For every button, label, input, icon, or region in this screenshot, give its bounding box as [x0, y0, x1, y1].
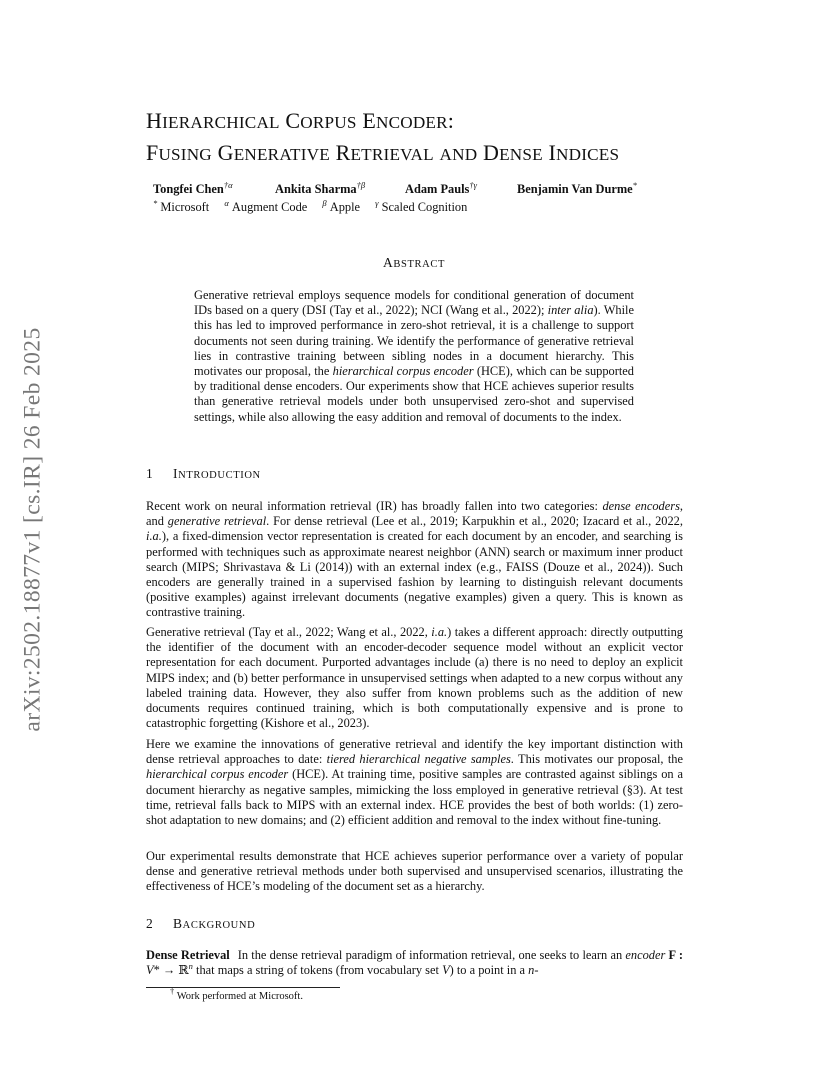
- author: Benjamin Van Durme*: [517, 180, 637, 196]
- footnote: † Work performed at Microsoft.: [170, 986, 303, 1002]
- affiliation: $^\gamma$ Scaled Cognition: [375, 198, 468, 214]
- title-line-2: FUSING GENERATIVE RETRIEVAL AND DENSE INDICES: [146, 140, 620, 165]
- section-heading-introduction: 1 INTRODUCTION: [146, 466, 261, 481]
- affiliation: $^\beta$ Apple: [322, 198, 361, 214]
- abstract-text: Generative retrieval employs sequence models for conditional generation of document IDs based on a query (DSI (Tay et al., 2022); NCI (Wang et al., 2022); inter alia). While this has led to improved performance in zero-shot retrieval, it is a challenge to support documents not seen during training. We identify the performance of generative retrieval lies in contrastive training between sibling nodes in a document hierarchy. This motivates our proposal, the hierarchical corpus encoder (HCE), which can be supported by traditional dense encoders. Our experiments show that HCE achieves superior results than generative retrieval models under both unsupervised zero-shot and supervised settings, while also allowing the easy addition and removal of documents to the index.: [194, 288, 634, 424]
- footnote-divider: [146, 987, 340, 988]
- title-line-1: HIERARCHICAL CORPUS ENCODER:: [146, 108, 455, 133]
- background-paragraph: Dense Retrieval In the dense retrieval paradigm of information retrieval, one seeks to learn an encoder F : V* → ℝ$^n$ that maps a string of tokens (from vocabulary set V) to a point in a n-: [146, 948, 683, 978]
- intro-paragraph-2: Generative retrieval (Tay et al., 2022; Wang et al., 2022, i.a.) takes a different approach: directly outputting the identifier of the document with an encoder-decoder sequence model without an explicit vector representation for each document. Purported advantages include (a) there is no need to deploy an explicit MIPS index; and (b) better performance in unsupervised settings when adapted to a new corpus without any labeled training data. However, they also suffer from known problems such as the addition of new documents requires continued training, which is both computationally expensive and is prone to catastrophic forgetting (Kishore et al., 2023).: [146, 625, 683, 731]
- affiliation: $^\alpha$ Augment Code: [224, 198, 308, 214]
- author: Adam Pauls$^{\dagger\gamma}$: [405, 180, 477, 196]
- affiliation: * Microsoft: [153, 198, 210, 214]
- arxiv-identifier: [4, 298, 62, 760]
- intro-paragraph-1: Recent work on neural information retrieval (IR) has broadly fallen into two categories: dense encoders, and generative retrieval. For dense retrieval (Lee et al., 2019; Karpukhin et al., 2020; Izacard et al., 2022, i.a.), a fixed-dimension vector representation is created for each document by an encoder, and searching is performed with techniques such as approximate nearest neighbor (ANN) search or maximum inner product search (MIPS; Shrivastava & Li (2014)) with an external index (e.g., FAISS (Douze et al., 2024)). Such encoders are generally trained in a supervised fashion by learning to distinguish relevant documents (positive examples) against irrelevant documents (negative examples) given a query. This is known as contrastive training.: [146, 499, 684, 620]
- intro-paragraph-3: Here we examine the innovations of generative retrieval and identify the key important distinction with dense retrieval approaches to date: tiered hierarchical negative samples. This motivates our proposal, the hierarchical corpus encoder (HCE). At training time, positive samples are contrasted against siblings on a document hierarchy as negative samples, mimicking the loss employed in generative retrieval (§3). At test time, retrieval falls back to MIPS with an external index. HCE provides the best of both worlds: (1) zero-shot adaptation to new domains; and (2) efficient addition and removal to the index without fine-tuning.: [146, 737, 684, 828]
- arxiv-identifier-text: arXiv:2502.18877v1 [cs.IR] 26 Feb 2025: [19, 326, 46, 732]
- abstract-heading: ABSTRACT: [383, 255, 445, 270]
- paragraph-runin-heading: Dense Retrieval: [146, 948, 230, 962]
- affiliation-list: [153, 200, 479, 215]
- author: Tongfei Chen$^{\dagger\alpha}$: [153, 180, 233, 196]
- section-heading-background: 2 BACKGROUND: [146, 916, 256, 931]
- intro-paragraph-4: Our experimental results demonstrate that HCE achieves superior performance over a variety of popular dense and generative retrieval methods under both supervised and unsupervised scenarios, illustrating the effectiveness of HCE’s modeling of the document set as a hierarchy.: [146, 849, 683, 894]
- paper-title: [146, 106, 746, 170]
- author: Ankita Sharma$^{\dagger\beta}$: [275, 180, 366, 196]
